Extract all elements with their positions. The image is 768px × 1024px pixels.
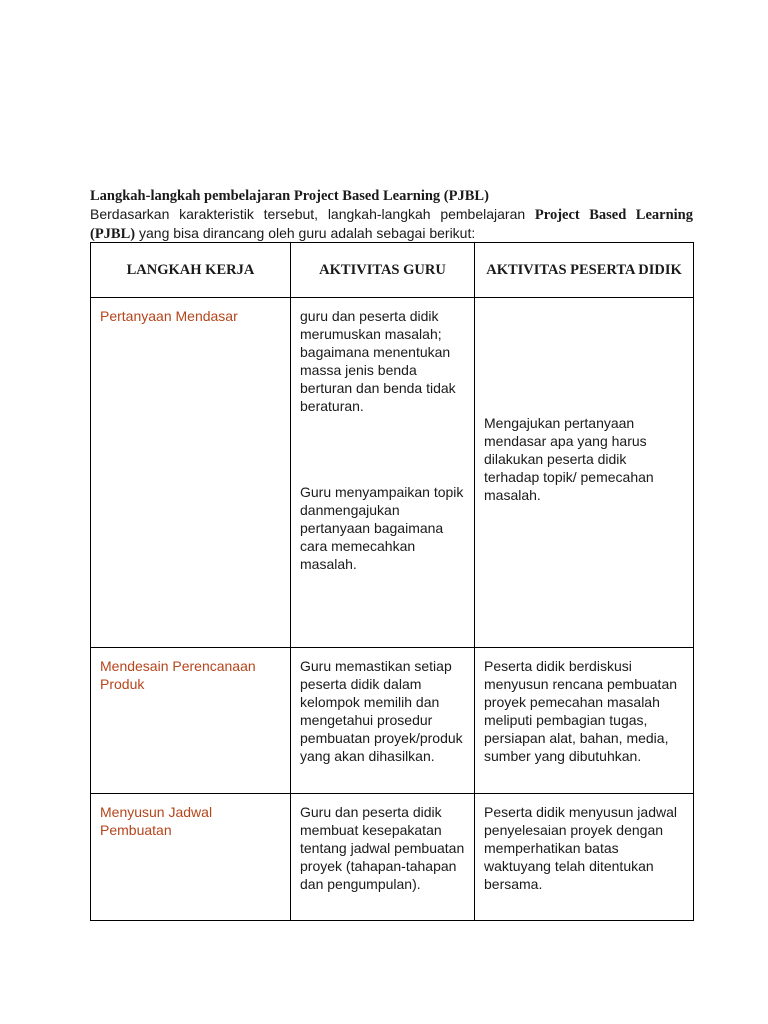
peserta-activity-text: Peserta didik menyusun jadwal penyelesaian proyek dengan memperhatikan batas waktuyang telah ditentukan bersama. [484,804,677,892]
guru-activity-text: Guru dan peserta didik membuat kesepakatan tentang jadwal pembuatan proyek (tahapan-tahapan dan pengumpulan). [300,804,465,892]
table-header-row [91,243,694,298]
step-label: Pertanyaan Mendasar [100,308,238,324]
intro-bold-term: Project Based Learning (PJBL) [90,207,693,242]
step-cell [91,648,291,794]
guru-activity-text: Guru menyampaikan topik danmengajukan pertanyaan bagaimana cara memecahkan masalah. [300,484,464,572]
table-row [91,298,694,648]
header-aktivitas-guru: AKTIVITAS GURU [291,243,475,298]
guru-activity-text: guru dan peserta didik merumuskan masalah; bagaimana menentukan massa jenis benda berturan dan benda tidak beraturan. [300,308,456,414]
peserta-activity-text: Peserta didik berdiskusi menyusun rencana pembuatan proyek pemecahan masalah meliputi pembagian tugas, persiapan alat, bahan, media, sumber yang dibutuhkan. [484,658,678,764]
intro-text-1: Berdasarkan karakteristik tersebut, langkah-langkah pembelajaran [90,206,535,222]
header-langkah-kerja: LANGKAH KERJA [91,243,291,298]
table-row [91,794,694,921]
intro-text-2: yang bisa dirancang oleh guru adalah sebagai berikut: [135,225,476,241]
step-label: Menyusun Jadwal Pembuatan [100,804,213,838]
guru-activity-text: Guru memastikan setiap peserta didik dalam kelompok memilih dan mengetahui prosedur pembuatan proyek/produk yang akan dihasilkan. [300,658,463,764]
document-page [90,187,693,892]
table-row [91,648,694,794]
peserta-cell [475,794,694,921]
header-aktivitas-peserta: AKTIVITAS PESERTA DIDIK [475,243,694,298]
peserta-cell [475,648,694,794]
intro-paragraph [90,205,693,243]
guru-cell [291,794,475,921]
step-label: Mendesain Perencanaan Produk [100,658,256,692]
step-cell [91,298,291,648]
section-heading: Langkah-langkah pembelajaran Project Based Learning (PJBL) [90,188,489,204]
peserta-cell [475,298,694,648]
peserta-activity-text: Mengajukan pertanyaan mendasar apa yang harus dilakukan peserta didik terhadap topik/ pemecahan masalah. [484,414,654,503]
guru-cell [291,648,475,794]
pjbl-steps-table [90,242,694,921]
guru-cell [291,298,475,648]
step-cell [91,794,291,921]
